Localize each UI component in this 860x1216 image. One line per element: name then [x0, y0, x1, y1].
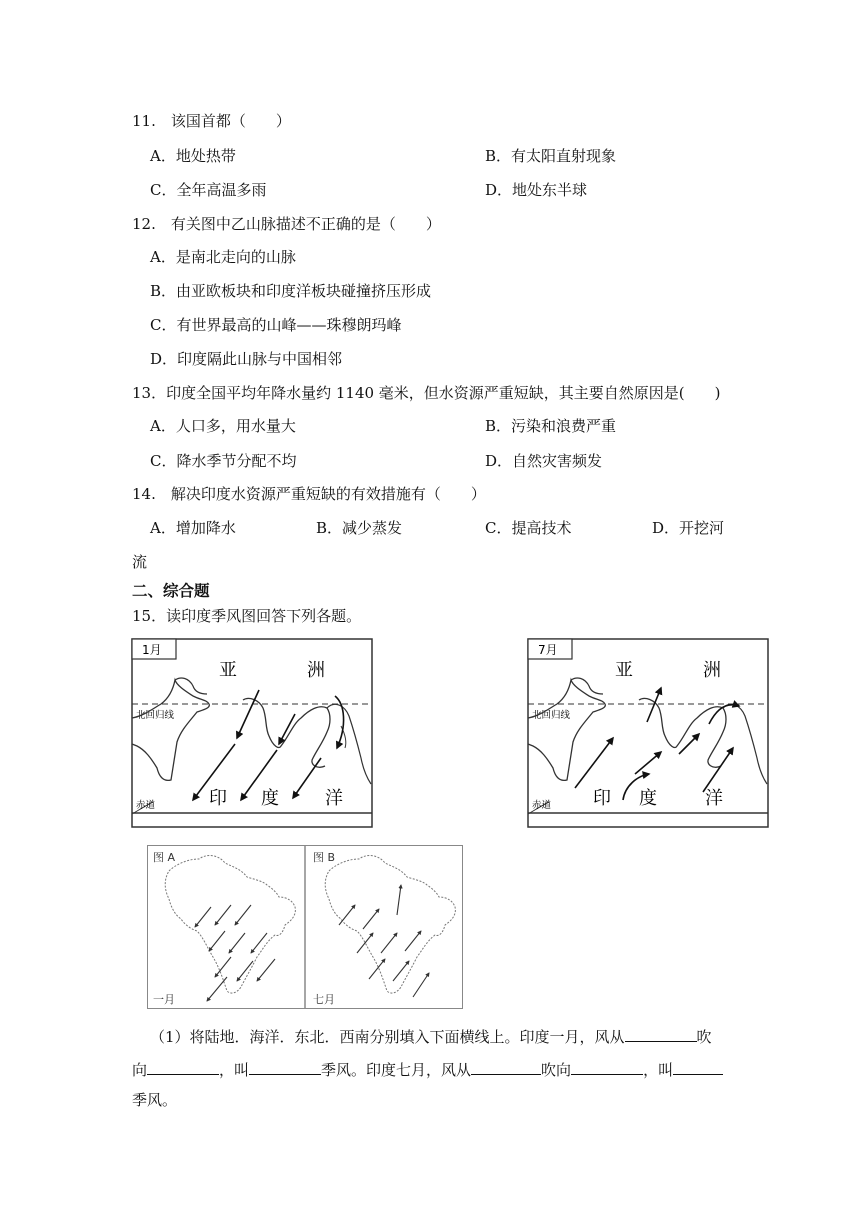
q12-option-a[interactable]: A．是南北走向的山脉: [150, 248, 296, 266]
q14-option-c[interactable]: C．提高技术: [485, 519, 572, 537]
q11-option-c[interactable]: C．全年高温多雨: [150, 181, 267, 199]
q15-1-text: 向: [132, 1061, 148, 1079]
q13-option-d[interactable]: D．自然灾害频发: [485, 452, 603, 470]
q15-stem: 15．读印度季风图回答下列各题。: [132, 607, 362, 625]
asia-label-2: 洲: [703, 660, 721, 681]
month-label: 1月: [142, 643, 162, 657]
q14-option-b[interactable]: B．减少蒸发: [316, 519, 403, 537]
q13-option-a[interactable]: A．人口多，用水量大: [150, 417, 296, 435]
ocean-label-3: 洋: [705, 788, 723, 809]
asia-label-2: 洲: [307, 660, 325, 681]
q15-1-line-1: [150, 1025, 712, 1047]
figure-a-month: 一月: [153, 993, 175, 1006]
blank-july-from[interactable]: [471, 1058, 541, 1075]
q11-stem: 11. 该国首都（ ）: [132, 112, 291, 130]
equator-label: 赤道: [136, 800, 156, 811]
asia-label-1: 亚: [615, 660, 633, 681]
ocean-label-2: 度: [639, 788, 657, 809]
q14-option-a[interactable]: A．增加降水: [150, 519, 236, 537]
ocean-label-1: 印: [593, 788, 611, 809]
blank-january-from[interactable]: [625, 1025, 697, 1042]
q12-option-c[interactable]: C．有世界最高的山峰——珠穆朗玛峰: [150, 316, 402, 334]
q12-stem: 12. 有关图中乙山脉描述不正确的是（ ）: [132, 215, 441, 233]
figure-b-label: 图 B: [313, 851, 336, 864]
blank-july-monsoon[interactable]: [673, 1058, 723, 1075]
section-heading: 二、综合题: [132, 582, 210, 600]
q15-1-text: ，叫: [643, 1061, 674, 1079]
q14-option-d[interactable]: D．开挖河: [652, 519, 725, 537]
ocean-label-3: 洋: [325, 788, 343, 809]
q12-option-d[interactable]: D．印度隔此山脉与中国相邻: [150, 350, 343, 368]
blank-july-to[interactable]: [571, 1058, 643, 1075]
july-monsoon-map: [527, 638, 771, 830]
tropic-label: 北回归线: [532, 710, 571, 721]
q15-1-text: 吹向: [541, 1061, 572, 1079]
ocean-label-1: 印: [209, 788, 227, 809]
figure-a-label: 图 A: [153, 851, 176, 864]
q11-option-a[interactable]: A．地处热带: [150, 147, 236, 165]
q15-1-text: （1）将陆地．海洋．东北．西南分别填入下面横线上。印度一月，风从: [150, 1028, 625, 1046]
ocean-label-2: 度: [261, 788, 279, 809]
equator-label: 赤道: [532, 800, 552, 811]
asia-label-1: 亚: [219, 660, 237, 681]
figure-b-month: 七月: [313, 993, 335, 1006]
q15-1-text: 季风。印度七月，风从: [321, 1061, 472, 1079]
q14-stem: 14. 解决印度水资源严重短缺的有效措施有（ ）: [132, 485, 486, 503]
q13-option-c[interactable]: C．降水季节分配不均: [150, 452, 297, 470]
month-label: 7月: [538, 643, 558, 657]
q14-option-d-wrap: 流: [132, 553, 148, 571]
tropic-label: 北回归线: [136, 710, 175, 721]
q11-option-b[interactable]: B．有太阳直射现象: [485, 147, 617, 165]
blank-january-to[interactable]: [147, 1058, 219, 1075]
january-monsoon-map: [131, 638, 375, 830]
q15-1-text: 吹: [696, 1028, 712, 1046]
q15-1-line-2: [132, 1058, 723, 1080]
blank-january-monsoon[interactable]: [249, 1058, 321, 1075]
q12-option-b[interactable]: B．由亚欧板块和印度洋板块碰撞挤压形成: [150, 282, 432, 300]
india-monsoon-sketch-maps: [147, 845, 463, 1009]
q13-option-b[interactable]: B．污染和浪费严重: [485, 417, 617, 435]
q15-1-line-3: 季风。: [132, 1091, 178, 1109]
q11-option-d[interactable]: D．地处东半球: [485, 181, 588, 199]
q15-1-text: ，叫: [219, 1061, 250, 1079]
q13-stem: 13．印度全国平均年降水量约 1140 毫米，但水资源严重短缺，其主要自然原因是( ): [132, 384, 721, 402]
